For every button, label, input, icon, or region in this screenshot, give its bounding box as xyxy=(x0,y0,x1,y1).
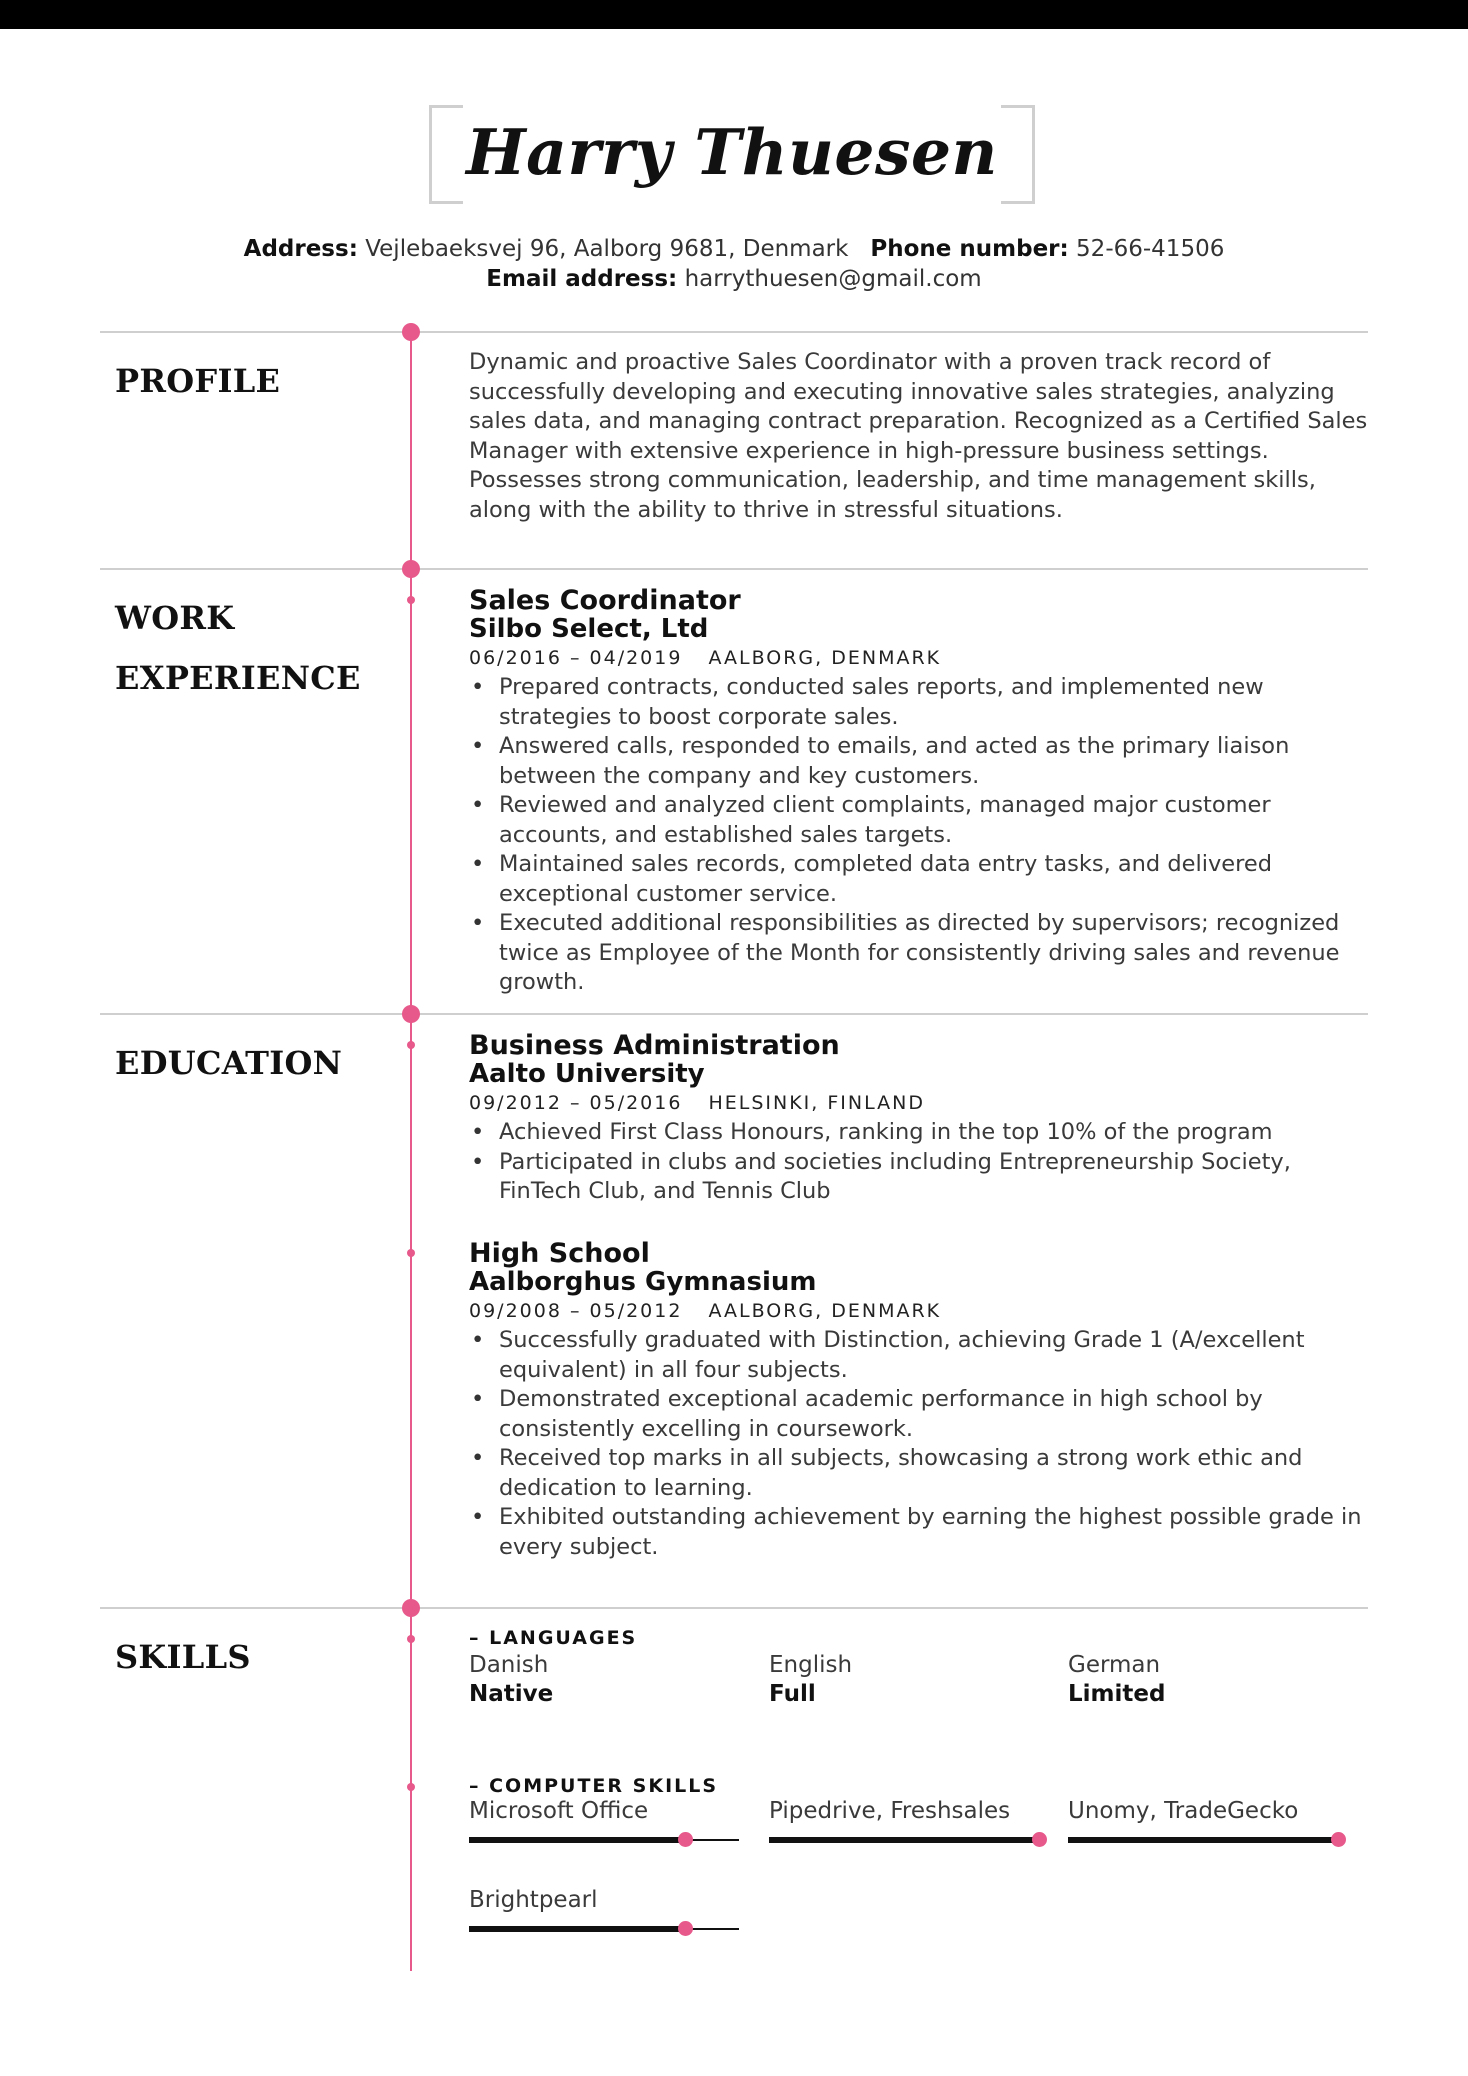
phone-label: Phone number: xyxy=(870,236,1069,262)
job-meta xyxy=(469,643,1369,673)
timeline-dot-profile xyxy=(402,323,420,341)
skill-bar-fill xyxy=(1068,1837,1338,1843)
languages-subheading: – LANGUAGES xyxy=(469,1627,638,1649)
education-meta xyxy=(469,1296,1369,1326)
job-role: Sales Coordinator xyxy=(469,585,741,616)
skill-bar-knob xyxy=(678,1832,693,1847)
skill-level-bar xyxy=(1068,1830,1338,1850)
timeline-dot-edu-1 xyxy=(407,1041,415,1049)
list-item: • Demonstrated exceptional academic performance in high school by consistently excelling in coursework. xyxy=(469,1385,1369,1444)
email-label: Email address: xyxy=(486,266,678,292)
job-dates: 06/2016 – 04/2019 xyxy=(469,647,683,669)
skill-level-bar xyxy=(769,1830,1039,1850)
skill-level-bar xyxy=(469,1919,739,1939)
job-entry xyxy=(469,586,1369,998)
language-item xyxy=(1068,1651,1165,1709)
skill-bar-knob xyxy=(1331,1832,1346,1847)
timeline-dot-languages xyxy=(407,1635,415,1643)
list-item: • Participated in clubs and societies including Entrepreneurship Society, FinTech Club, and Tennis Club xyxy=(469,1148,1369,1207)
timeline-dot-experience xyxy=(402,560,420,578)
address-value: Vejlebaeksvej 96, Aalborg 9681, Denmark xyxy=(365,236,849,262)
timeline-dot-computer-skills xyxy=(407,1783,415,1791)
section-title-experience-line1: WORK xyxy=(115,599,235,637)
section-title-experience xyxy=(115,588,361,708)
section-title-skills: SKILLS xyxy=(115,1638,251,1676)
timeline-dot-skills xyxy=(402,1599,420,1617)
education-bullets xyxy=(469,1326,1369,1562)
divider-education xyxy=(100,1013,1368,1015)
school: Aalborghus Gymnasium xyxy=(469,1267,817,1297)
list-item: • Received top marks in all subjects, showcasing a strong work ethic and dedication to learning. xyxy=(469,1444,1369,1503)
skill-name: Pipedrive, Freshsales xyxy=(769,1798,1011,1824)
list-item: • Achieved First Class Honours, ranking in the top 10% of the program xyxy=(469,1118,1369,1148)
language-level: Limited xyxy=(1068,1681,1166,1707)
skill-level-bar xyxy=(469,1830,739,1850)
education-location: HELSINKI, FINLAND xyxy=(708,1092,925,1114)
education-dates: 09/2008 – 05/2012 xyxy=(469,1300,683,1322)
skill-bar-knob xyxy=(678,1921,693,1936)
degree: Business Administration xyxy=(469,1030,840,1061)
top-black-bar xyxy=(0,0,1468,29)
language-level: Native xyxy=(469,1681,554,1707)
list-item: • Successfully graduated with Distinction, achieving Grade 1 (A/excellent equivalent) in all four subjects. xyxy=(469,1326,1369,1385)
profile-text: Dynamic and proactive Sales Coordinator with a proven track record of successfully developing and executing innovative sales strategies, analyzing sales data, and managing contract preparation. Recognized as a Certified Sales Manager with extensive experience in high-pressure business settings. Possesses strong communication, leadership, and time management skills, along with the ability to thrive in stressful situations. xyxy=(469,349,1368,523)
education-meta xyxy=(469,1088,1369,1118)
candidate-name: Harry Thuesen xyxy=(466,115,998,189)
timeline-dot-edu-2 xyxy=(407,1249,415,1257)
timeline-dot-education xyxy=(402,1005,420,1023)
skill-name: Microsoft Office xyxy=(469,1798,649,1824)
skill-name: Brightpearl xyxy=(469,1887,598,1913)
job-company: Silbo Select, Ltd xyxy=(469,614,709,644)
section-title-profile: PROFILE xyxy=(115,362,281,400)
divider-skills xyxy=(100,1607,1368,1609)
divider-profile xyxy=(100,331,1368,333)
phone-value: 52-66-41506 xyxy=(1076,236,1225,262)
profile-content xyxy=(469,348,1369,525)
skill-bar-fill xyxy=(469,1926,685,1932)
language-name: German xyxy=(1068,1652,1161,1678)
computer-skill-item xyxy=(469,1885,739,1939)
list-item: • Answered calls, responded to emails, and acted as the primary liaison between the company and key customers. xyxy=(469,732,1369,791)
language-level: Full xyxy=(769,1681,816,1707)
education-location: AALBORG, DENMARK xyxy=(708,1300,942,1322)
list-item: • Exhibited outstanding achievement by earning the highest possible grade in every subject. xyxy=(469,1503,1369,1562)
address-label: Address: xyxy=(243,236,358,262)
timeline-dot-job-1 xyxy=(407,596,415,604)
language-name: English xyxy=(769,1652,853,1678)
education-entry-2 xyxy=(469,1239,1369,1562)
language-item xyxy=(769,1651,852,1709)
education-dates: 09/2012 – 05/2016 xyxy=(469,1092,683,1114)
section-title-education: EDUCATION xyxy=(115,1044,343,1082)
language-name: Danish xyxy=(469,1652,549,1678)
contact-line-2 xyxy=(0,266,1468,292)
job-location: AALBORG, DENMARK xyxy=(708,647,942,669)
skill-bar-fill xyxy=(469,1837,685,1843)
list-item: • Maintained sales records, completed data entry tasks, and delivered exceptional customer service. xyxy=(469,850,1369,909)
computer-skill-item xyxy=(769,1796,1039,1850)
skill-name: Unomy, TradeGecko xyxy=(1068,1798,1299,1824)
list-item: • Executed additional responsibilities as directed by supervisors; recognized twice as Employee of the Month for consistently driving sales and revenue growth. xyxy=(469,909,1369,998)
job-bullets xyxy=(469,673,1369,998)
school: Aalto University xyxy=(469,1059,705,1089)
name-frame xyxy=(429,105,1035,204)
computer-skill-item xyxy=(1068,1796,1338,1850)
email-value: harrythuesen@gmail.com xyxy=(684,266,982,292)
degree: High School xyxy=(469,1238,650,1269)
language-item xyxy=(469,1651,553,1709)
education-entry-1 xyxy=(469,1031,1369,1207)
divider-experience xyxy=(100,568,1368,570)
section-title-experience-line2: EXPERIENCE xyxy=(115,659,361,697)
skill-bar-knob xyxy=(1032,1832,1047,1847)
list-item: • Prepared contracts, conducted sales reports, and implemented new strategies to boost corporate sales. xyxy=(469,673,1369,732)
computer-skills-subheading: – COMPUTER SKILLS xyxy=(469,1775,719,1797)
contact-line-1 xyxy=(0,236,1468,262)
skill-bar-fill xyxy=(769,1837,1039,1843)
education-bullets xyxy=(469,1118,1369,1207)
list-item: • Reviewed and analyzed client complaints, managed major customer accounts, and established sales targets. xyxy=(469,791,1369,850)
computer-skill-item xyxy=(469,1796,739,1850)
